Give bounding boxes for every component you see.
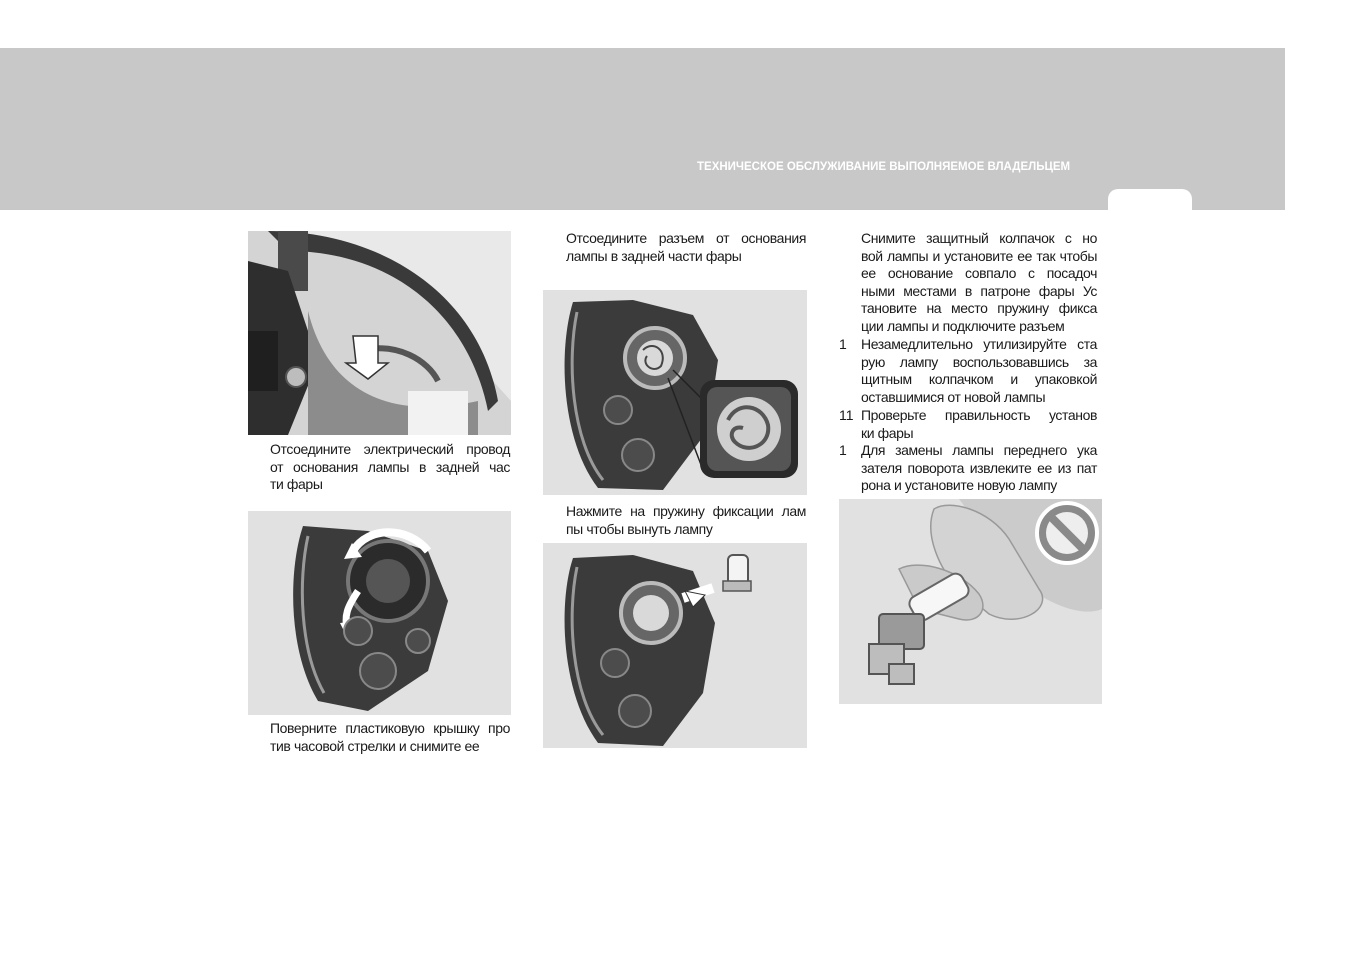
list-item (861, 336, 1097, 406)
intro-line: лампы в задней части фары (566, 247, 742, 264)
photo-engine-bay-connector (248, 231, 511, 435)
caption-line: тив часовой стрелки и снимите ее (270, 737, 480, 754)
section-title: ТЕХНИЧЕСКОЕ ОБСЛУЖИВАНИЕ ВЫПОЛНЯЕМОЕ ВЛАДЕЛЬЦЕМ (697, 161, 1071, 173)
intro-line: тановите на место пружину фикса (861, 300, 1097, 317)
header-band (0, 48, 1285, 210)
caption-line: Нажмите на пружину фиксации лам (566, 503, 806, 519)
photo-headlamp-bulb-removal (543, 543, 807, 748)
list-item-line: ки фары (861, 424, 914, 441)
photo-headlamp-spring-inset (543, 290, 807, 495)
caption-rotate-cap (270, 720, 510, 755)
list-item (861, 407, 1097, 442)
list-item-number: 11 (839, 407, 854, 423)
list-item-line: щитным колпачком и упаковкой (861, 371, 1097, 388)
list-item-line: Проверьте правильность установ (861, 407, 1097, 423)
caption-line: Отсоедините электрический провод (270, 441, 510, 457)
caption-disconnect-wire (270, 441, 510, 494)
list-item-line: Незамедлительно утилизируйте ста (861, 336, 1097, 352)
intro-line: ции лампы и подключите разъем (861, 317, 1065, 334)
list-item-number: 1 (839, 336, 847, 352)
intro-line: Отсоедините разъем от основания (566, 230, 806, 246)
photo-headlamp-rotate-cap (248, 511, 511, 715)
list-item-line: зателя поворота извлеките ее из пат (861, 459, 1097, 476)
list-item-line: рона и установите новую лампу (861, 477, 1057, 494)
caption-press-spring (566, 503, 806, 538)
list-item (861, 442, 1097, 495)
list-item-line: рую лампу воспользовавшись за (861, 353, 1097, 370)
intro-install-new-bulb (861, 230, 1097, 336)
photo-hand-bulb-warning (839, 499, 1102, 704)
page-number-tab (1108, 189, 1192, 211)
caption-line: пы чтобы вынуть лампу (566, 520, 713, 537)
caption-line: ти фары (270, 476, 323, 493)
intro-disconnect-connector (566, 230, 806, 265)
intro-line: вой лампы и установите ее так чтобы (861, 247, 1097, 264)
caption-line: от основания лампы в задней час (270, 458, 510, 475)
intro-line: ными местами в патроне фары Ус (861, 282, 1097, 299)
list-item-line: Для замены лампы переднего ука (861, 442, 1097, 458)
caption-line: Поверните пластиковую крышку про (270, 720, 510, 736)
list-item-line: оставшимися от новой лампы (861, 388, 1046, 405)
list-item-number: 1 (839, 442, 847, 458)
intro-line: Снимите защитный колпачок с но (861, 230, 1097, 246)
intro-line: ее основание совпало с посадоч (861, 265, 1097, 282)
